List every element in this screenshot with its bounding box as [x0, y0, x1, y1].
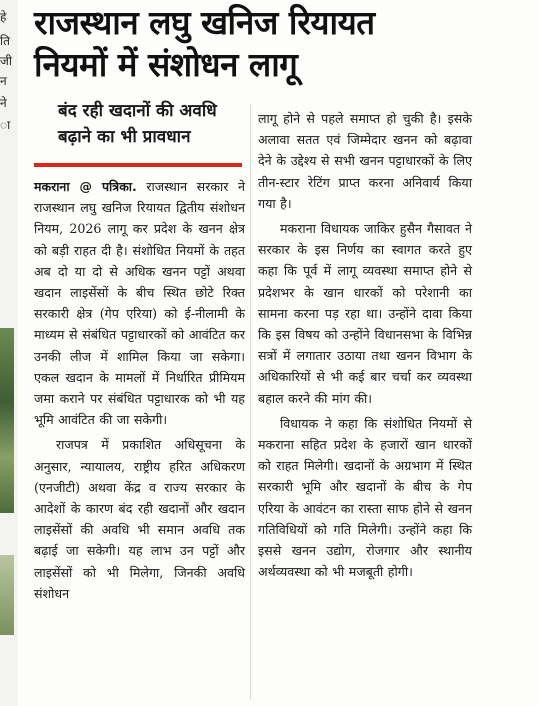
- dateline: मकराना @ पत्रिका.: [34, 179, 137, 194]
- margin-glyph: ा: [0, 118, 11, 132]
- margin-glyph: हे: [0, 10, 7, 24]
- article-paragraph: लागू होने से पहले समाप्त हो चुकी है। इसके अलावा सतत एवं जिम्मेदार खनन को बढ़ावा देने के उद्देश्य से सभी खनन पट्टाधारकों के लिए तीन-स्टार रेटिंग प्राप्त करना अनिवार्य किया गया है।: [258, 111, 472, 211]
- column-divider: [250, 104, 251, 700]
- margin-glyph: न: [0, 74, 7, 88]
- article-paragraph: [34, 176, 245, 430]
- margin-glyph: ति: [0, 34, 10, 48]
- margin-glyph: ने: [0, 96, 7, 110]
- article-column-left: [34, 176, 245, 604]
- article-paragraph: विधायक ने कहा कि संशोधित नियमों से मकराना सहित प्रदेश के हजारों खान धारकों को राहत मिलेगी। खदानों के अग्रभाग में स्थित सरकारी भूमि और खदानों के बीच के गेप एरिया के आवंटन का रास्ता साफ होने से खनन गतिविधियों को गति मिलेगी। उन्होंने कहा कि इससे खनन उद्योग, रोजगार और स्थानीय अर्थव्यवस्था को भी मजबूती होगी।: [258, 415, 472, 580]
- adjacent-article-edge: [0, 0, 18, 706]
- article-column-right: [258, 108, 472, 582]
- paragraph-text: राजस्थान सरकार ने राजस्थान लघु खनिज रियायत द्वितीय संशोधन नियम, 2026 लागू कर प्रदेश के खनन क्षेत्र को बड़ी राहत दी है। संशोधित नियमों के तहत अब दो या दो से अधिक खनन पट्टों अथवा खदान लाइसेंसों के बीच स्थित छोटे रिक्त सरकारी क्षेत्र (गेप एरिया) को ई-नीलामी के माध्यम से संबंधित पट्टाधारकों को आवंटित कर उनकी लीज में शामिल किया जा सकेगा। एकल खदान के मामलों में निर्धारित प्रीमियम जमा कराने पर संबंधित पट्टाधारक को भी यह भूमि आवंटित की जा सकेगी।: [34, 179, 245, 428]
- headline: [34, 2, 534, 86]
- adjacent-photo: [0, 328, 14, 513]
- accent-divider: [34, 163, 242, 167]
- margin-glyph: जी: [0, 54, 13, 68]
- article-paragraph: मकराना विधायक जाकिर हुसैन गैसावत ने सरकार के इस निर्णय का स्वागत करते हुए कहा कि पूर्व में लागू व्यवस्था समाप्त होने से प्रदेशभर के खान धारकों को परेशानी का सामना करना पड़ रहा था। उन्होंने दावा किया कि इस विषय को उन्होंने विधानसभा के विभिन्न सत्रों में लगातार उठाया तथा खनन विभाग के अधिकारियों से भी कई बार चर्चा कर व्यवस्था बहाल करने की मांग की।: [258, 221, 472, 406]
- headline-line-2: नियमों में संशोधन लागू: [34, 45, 298, 84]
- article-paragraph: राजपत्र में प्रकाशित अधिसूचना के अनुसार, न्यायालय, राष्ट्रीय हरित अधिकरण (एनजीटी) अथवा केंद्र व राज्य सरकार के आदेशों के कारण बंद रही खदानों और खदान लाइसेंसों की अवधि भी समान अवधि तक बढ़ाई जा सकेगी। यह लाभ उन पट्टों और लाइसेंसों को भी मिलेगा, जिनकी अवधि संशोधन: [34, 437, 245, 601]
- adjacent-photo: [0, 555, 14, 635]
- headline-line-1: राजस्थान लघु खनिज रियायत: [34, 3, 375, 42]
- subheadline: बंद रही खदानों की अवधि बढ़ाने का भी प्रावधान: [58, 101, 217, 147]
